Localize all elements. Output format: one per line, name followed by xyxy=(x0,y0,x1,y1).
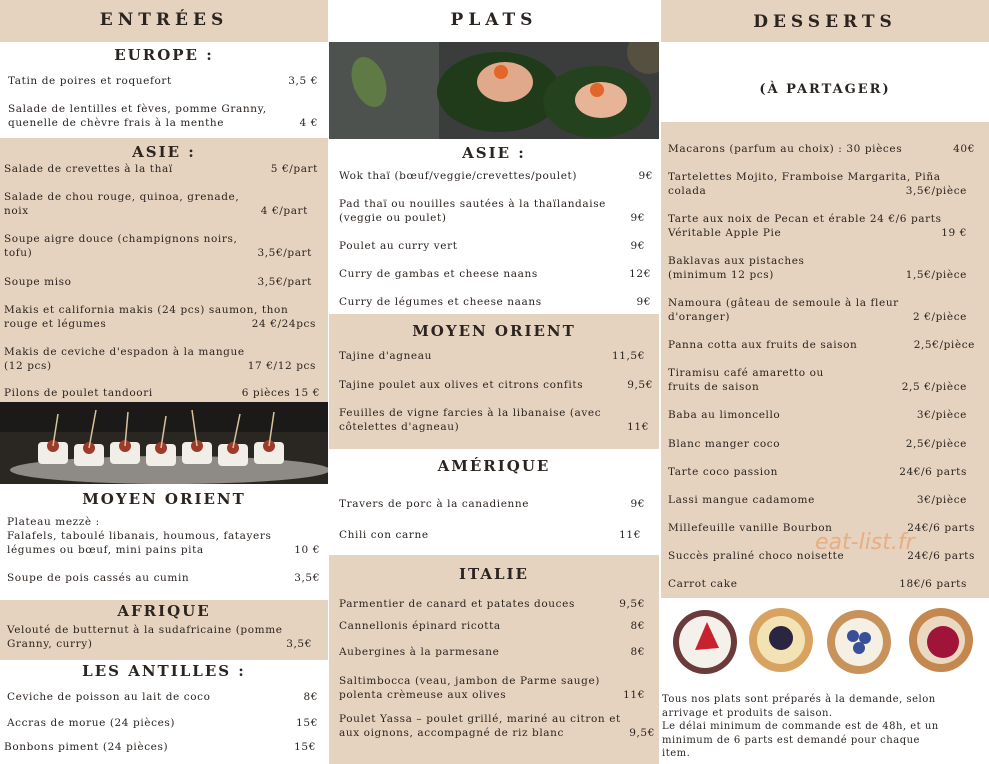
watermark: eat-list.fr xyxy=(815,530,915,555)
appetizer-skewers-photo xyxy=(0,402,328,484)
item-name: Tajine d'agneau xyxy=(339,350,432,362)
item-price: 24€/6 parts xyxy=(907,522,975,534)
item-name: Soupe aigre douce (champignons noirs, tofu) xyxy=(4,233,238,259)
item-name: Poulet au curry vert xyxy=(339,240,458,252)
italie-title: ITALIE xyxy=(459,565,529,583)
item-price: 9,5€ xyxy=(627,379,653,391)
item-name: Soupe de pois cassés au cumin xyxy=(7,572,190,584)
entrees-header-band xyxy=(0,0,328,42)
desserts-subtitle: (À PARTAGER) xyxy=(759,82,891,97)
desserts-header-band xyxy=(661,0,989,42)
item-name: Namoura (gâteau de semoule à la fleur d'oranger) xyxy=(668,297,899,323)
item-price: 8€ xyxy=(630,620,645,632)
item-price: 8€ xyxy=(303,691,318,703)
item-name: Bonbons piment (24 pièces) xyxy=(4,741,169,753)
item-name: Accras de morue (24 pièces) xyxy=(7,717,176,729)
item-price: 15€ xyxy=(296,717,318,729)
plats-header-band xyxy=(329,0,659,42)
item-price: 1,5€/pièce xyxy=(905,269,967,281)
item-price: 18€/6 parts xyxy=(899,578,967,590)
item-name: Baklavas aux pistaches (minimum 12 pcs) xyxy=(668,255,805,281)
item-price: 3,5€/pièce xyxy=(905,185,967,197)
item-price: 11,5€ xyxy=(611,350,645,362)
item-price: 17 €/12 pcs xyxy=(247,360,316,372)
item-price: 9,5€ xyxy=(619,598,645,610)
afrique-title: AFRIQUE xyxy=(117,602,211,620)
item-name: Curry de gambas et cheese naans xyxy=(339,268,538,280)
item-name: Cannellonis épinard ricotta xyxy=(339,620,501,632)
item-name: Salade de lentilles et fèves, pomme Granny, quenelle de chèvre frais à la menthe xyxy=(8,103,267,129)
item-name: Makis de ceviche d'espadon à la mangue (12 pcs) xyxy=(4,346,245,372)
entrees-header: ENTRÉES xyxy=(99,10,229,30)
item-name: Aubergines à la parmesane xyxy=(339,646,500,658)
item-price: 24€/6 parts xyxy=(899,466,967,478)
item-name: Macarons (parfum au choix) : 30 pièces xyxy=(668,143,903,155)
item-name: Tatin de poires et roquefort xyxy=(8,75,172,87)
plats-header: PLATS xyxy=(450,10,538,30)
item-price: 3,5€/part xyxy=(257,276,312,288)
item-name: Wok thaï (bœuf/veggie/crevettes/poulet) xyxy=(339,170,578,182)
asie-plats-title: ASIE : xyxy=(462,144,526,162)
item-price: 9€ xyxy=(630,240,645,252)
item-name: Baba au limoncello xyxy=(668,409,781,421)
shrimp-leaves-photo xyxy=(329,42,659,139)
item-price: 15€ xyxy=(294,741,316,753)
asie-plats-section xyxy=(329,139,659,314)
moyen-orient-plats-title: MOYEN ORIENT xyxy=(412,322,576,340)
desserts-header: DESSERTS xyxy=(753,12,897,32)
item-price: 9€ xyxy=(638,170,653,182)
item-name: Velouté de butternut à la sudafricaine (pomme Granny, curry) xyxy=(7,624,283,650)
item-price: 9€ xyxy=(630,498,645,510)
item-price: 2,5€/pièce xyxy=(913,339,975,351)
desserts-note: Tous nos plats sont préparés à la demande, selon arrivage et produits de saison. Le délai minimum de commande est de 48h, et un minimum de 6 parts est demandé pour chaque item. xyxy=(662,694,939,759)
item-price: 6 pièces 15 € xyxy=(241,387,320,399)
item-price: 11€ xyxy=(627,421,649,433)
moyen-orient-entrees-title: MOYEN ORIENT xyxy=(82,490,246,508)
item-price: 9,5€ xyxy=(629,727,655,739)
item-price: 3,5 € xyxy=(288,75,318,87)
item-name: Parmentier de canard et patates douces xyxy=(339,598,575,610)
item-name: Soupe miso xyxy=(4,276,72,288)
europe-title: EUROPE : xyxy=(114,46,214,64)
item-name: Salade de crevettes à la thaï xyxy=(4,163,173,175)
desserts-subtitle-section xyxy=(661,42,989,122)
item-name: Blanc manger coco xyxy=(668,438,781,450)
item-name: Carrot cake xyxy=(668,578,738,590)
item-name: Plateau mezzè : Falafels, taboulé libanais, houmous, fatayers légumes ou bœuf, mini pains pita xyxy=(7,516,272,556)
item-price: 11€ xyxy=(619,529,641,541)
tartlets-photo xyxy=(661,598,989,688)
item-name: Curry de légumes et cheese naans xyxy=(339,296,542,308)
item-price: 3,5€ xyxy=(286,638,312,650)
item-price: 12€ xyxy=(629,268,651,280)
asie-entrees-title: ASIE : xyxy=(132,143,196,161)
item-price: 3€/pièce xyxy=(916,409,967,421)
item-name: Tarte coco passion xyxy=(668,466,778,478)
item-price: 24 €/24pcs xyxy=(251,318,316,330)
item-name: Pad thaï ou nouilles sautées à la thaïlandaise (veggie ou poulet) xyxy=(339,198,606,224)
item-name: Feuilles de vigne farcies à la libanaise (avec côtelettes d'agneau) xyxy=(339,407,602,433)
item-price: 2,5€/pièce xyxy=(905,438,967,450)
item-price: 4 € xyxy=(299,117,318,129)
desserts-column xyxy=(661,0,989,764)
item-name: Millefeuille vanille Bourbon xyxy=(668,522,833,534)
item-name: Lassi mangue cadamome xyxy=(668,494,815,506)
entrees-column xyxy=(0,0,328,764)
item-price: 3€/pièce xyxy=(916,494,967,506)
item-name: Tartelettes Mojito, Framboise Margarita, Piña colada xyxy=(668,171,941,197)
item-price: 2 €/pièce xyxy=(912,311,967,323)
item-name: Panna cotta aux fruits de saison xyxy=(668,339,858,351)
item-price: 10 € xyxy=(294,544,320,556)
item-price: 5 €/part xyxy=(270,163,318,175)
item-price: 24€/6 parts xyxy=(907,550,975,562)
item-price: 8€ xyxy=(630,646,645,658)
item-price: 9€ xyxy=(636,296,651,308)
item-price: 9€ xyxy=(630,212,645,224)
item-name: Makis et california makis (24 pcs) saumon, thon rouge et légumes xyxy=(4,304,289,330)
item-name: Travers de porc à la canadienne xyxy=(339,498,530,510)
amerique-title: AMÉRIQUE xyxy=(437,457,551,475)
item-price: 19 € xyxy=(941,227,967,239)
item-name: Tiramisu café amaretto ou fruits de saison xyxy=(668,367,824,393)
item-name: Pilons de poulet tandoori xyxy=(4,387,153,399)
item-name: Poulet Yassa – poulet grillé, mariné au citron et aux oignons, accompagné de riz blanc xyxy=(339,713,621,739)
item-price: 3,5€/part xyxy=(257,247,312,259)
item-price: 40€ xyxy=(953,143,975,155)
item-name: Tajine poulet aux olives et citrons confits xyxy=(339,379,584,391)
item-price: 3,5€ xyxy=(294,572,320,584)
item-name: Tarte aux noix de Pecan et érable 24 €/6 parts Véritable Apple Pie xyxy=(668,213,942,239)
item-name: Succès praliné choco noisette xyxy=(668,550,845,562)
item-name: Salade de chou rouge, quinoa, grenade, noix xyxy=(4,191,240,217)
item-name: Saltimbocca (veau, jambon de Parme sauge) polenta crèmeuse aux olives xyxy=(339,675,600,701)
item-price: 4 €/part xyxy=(260,205,308,217)
item-name: Ceviche de poisson au lait de coco xyxy=(7,691,211,703)
plats-column xyxy=(329,0,659,764)
item-price: 11€ xyxy=(623,689,645,701)
item-name: Chili con carne xyxy=(339,529,429,541)
item-price: 2,5 €/pièce xyxy=(901,381,967,393)
antilles-title: LES ANTILLES : xyxy=(82,662,246,680)
